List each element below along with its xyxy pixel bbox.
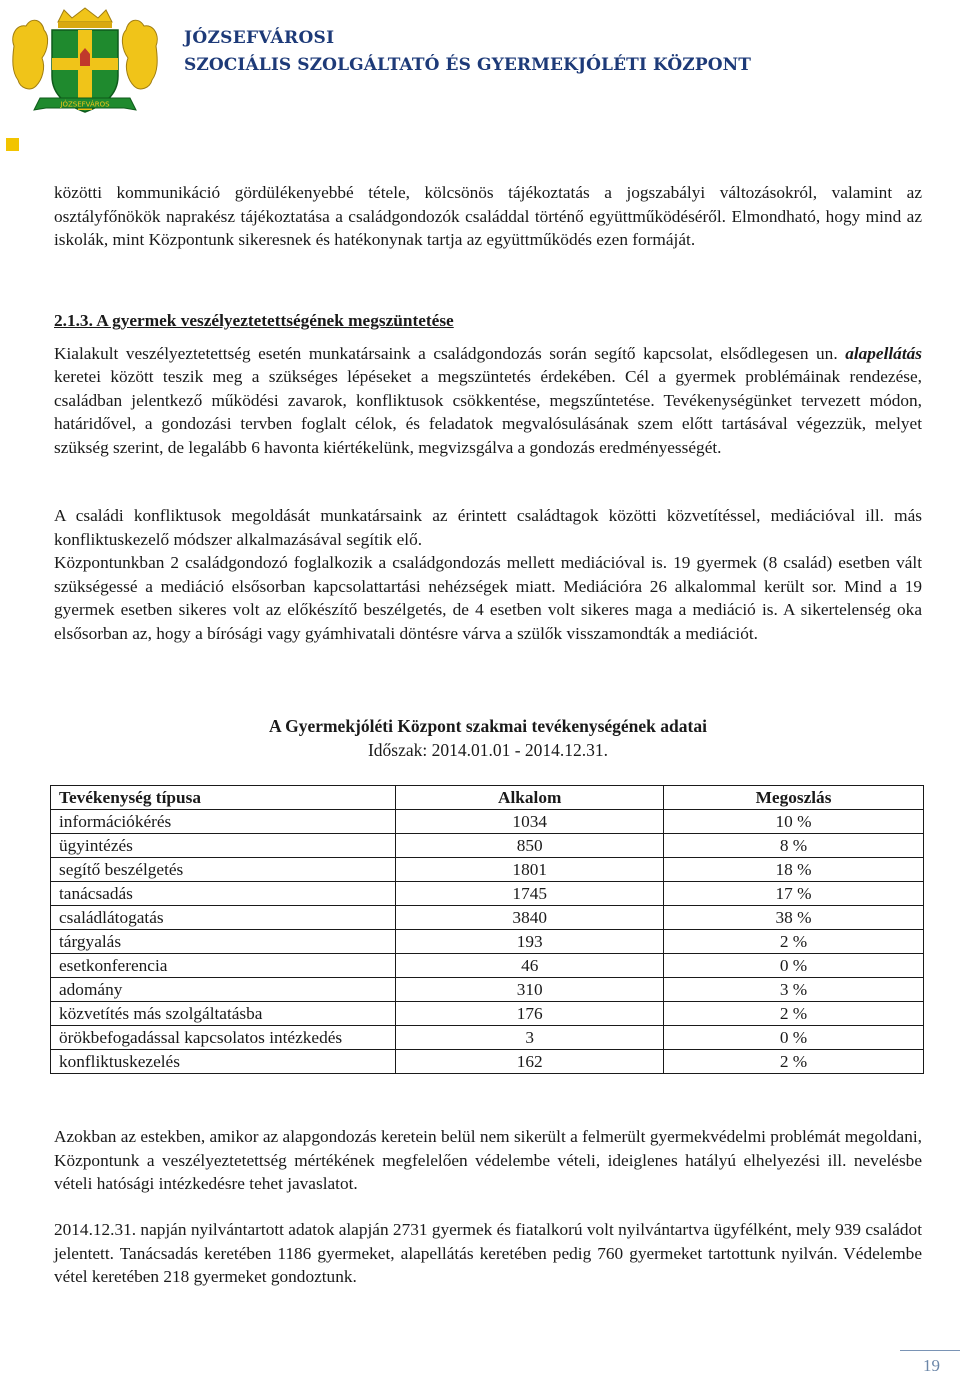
page-header [0, 0, 960, 140]
emphasis-alapellatas: alapellátás [845, 343, 922, 363]
cell-count: 1745 [396, 882, 664, 906]
cell-count: 46 [396, 954, 664, 978]
section-endangerment [54, 309, 922, 459]
cell-share: 18 % [664, 858, 924, 882]
cell-activity: tanácsadás [51, 882, 396, 906]
paragraph-text: keretei között teszik meg a szükséges lépéseket a megszüntetés érdekében. Cél a gyermek problémáinak rendezése, családban jelentkező működési zavarok, konfliktusok csökkentése, megszűntetése. Tevékenységünket tervezett módon, határidővel, a gondozási tervben foglalt célok, és feladatok megvalósulásának szem előtt tartásával végezzük, melyet szükség szerint, de legalább 6 havonta kiértékelünk, megvizsgálva a gondozás eredményességét. [54, 367, 922, 457]
paragraph-official-measures [54, 1125, 922, 1196]
table-row [51, 1026, 924, 1050]
table-row [51, 1002, 924, 1026]
table-row [51, 930, 924, 954]
cell-share: 17 % [664, 882, 924, 906]
table-header-row [51, 786, 924, 810]
cell-count: 1801 [396, 858, 664, 882]
accent-square [6, 138, 19, 151]
footer-rule [900, 1350, 960, 1351]
table-row [51, 906, 924, 930]
cell-activity: adomány [51, 978, 396, 1002]
crest-ribbon-text: JÓZSEFVÁROS [60, 100, 110, 109]
organization-name-line2: SZOCIÁLIS SZOLGÁLTATÓ ÉS GYERMEKJÓLÉTI KÖZPONT [184, 55, 751, 75]
table-title: A Gyermekjóléti Központ szakmai tevékenységének adatai [269, 716, 707, 736]
paragraph-mediation-stats: Központunkban 2 családgondozó foglalkozik a családgondozás mellett mediációval is. 19 gyermek (8 család) esetben vált szükségessé a mediáció elsősorban kapcsolattartási nehézségek miatt. Mediációra 26 alkalommal került sor. Mind a 19 gyermek esetben sikeres volt az előkészítő beszélgetés, de 4 esetben volt sikeres maga a mediáció is. A sikertelenség oka elsősorban az, hogy a bírósági vagy gyámhivatali döntésre várva a szülők visszamondták a mediációt. [54, 553, 922, 643]
table-row [51, 978, 924, 1002]
column-header-count: Alkalom [396, 786, 664, 810]
paragraph-text: Kialakult veszélyeztetettség esetén munkatársaink a családgondozás során segítő kapcsolat, elsődlegesen un. [54, 343, 846, 363]
table-period: Időszak: 2014.01.01 - 2014.12.31. [367, 740, 609, 760]
column-header-share: Megoszlás [664, 786, 924, 810]
cell-count: 193 [396, 930, 664, 954]
paragraph-endangerment [54, 342, 922, 460]
cell-count: 1034 [396, 810, 664, 834]
cell-count: 3840 [396, 906, 664, 930]
cell-count: 310 [396, 978, 664, 1002]
cell-activity: esetkonferencia [51, 954, 396, 978]
table-row [51, 810, 924, 834]
cell-activity: konfliktuskezelés [51, 1050, 396, 1074]
section-mediation [54, 504, 922, 645]
organization-name-line1: JÓZSEFVÁROSI [184, 28, 335, 48]
cell-activity: tárgyalás [51, 930, 396, 954]
cell-activity: segítő beszélgetés [51, 858, 396, 882]
cell-share: 0 % [664, 954, 924, 978]
cell-share: 8 % [664, 834, 924, 858]
table-row [51, 834, 924, 858]
cell-share: 0 % [664, 1026, 924, 1050]
cell-share: 2 % [664, 930, 924, 954]
cell-count: 162 [396, 1050, 664, 1074]
cell-count: 3 [396, 1026, 664, 1050]
cell-activity: családlátogatás [51, 906, 396, 930]
cell-activity: közvetítés más szolgáltatásba [51, 1002, 396, 1026]
cell-share: 38 % [664, 906, 924, 930]
paragraph-registry-stats [54, 1218, 922, 1289]
table-row [51, 1050, 924, 1074]
page-number: 19 [923, 1356, 940, 1375]
cell-share: 2 % [664, 1050, 924, 1074]
cell-share: 10 % [664, 810, 924, 834]
paragraph-text: 2014.12.31. napján nyilvántartott adatok alapján 2731 gyermek és fiatalkorú volt nyilvántartva ügyfélként, mely 939 családot jelentett. Tanácsadás keretében 1186 gyermeket, alapellátás keretében pedig 760 gyermeket tartottunk nyilván. Védelembe vétel keretében 218 gyermeket gondoztunk. [54, 1220, 922, 1286]
paragraph-text: Azokban az estekben, amikor az alapgondozás keretein belül nem sikerült a felmerült gyermekvédelmi problémát megoldani, Központunk a veszélyeztetettség mértékének megfelelően védelembe vételi, ideiglenes hatályú elhelyezési ill. nevelésbe vételi hatósági intézkedésre tehet javaslatot. [54, 1127, 922, 1193]
column-header-activity-type: Tevékenység típusa [51, 786, 396, 810]
table-row [51, 858, 924, 882]
table-row [51, 954, 924, 978]
cell-share: 3 % [664, 978, 924, 1002]
cell-share: 2 % [664, 1002, 924, 1026]
cell-count: 850 [396, 834, 664, 858]
cell-activity: örökbefogadással kapcsolatos intézkedés [51, 1026, 396, 1050]
activity-table [50, 785, 924, 1074]
paragraph-family-conflicts: A családi konfliktusok megoldását munkatársaink az érintett családtagok közötti közvetítéssel, mediációval ill. más konfliktuskezelő módszer alkalmazásával segítik elő. [54, 506, 922, 549]
cell-activity: információkérés [51, 810, 396, 834]
paragraph-text: közötti kommunikáció gördülékenyebbé tétele, kölcsönös tájékoztatás a jogszabályi változásokról, valamint az osztályfőnökök naprakész tájékoztatása a családgondozók családdal történő együttműködéséről. Elmondható, hogy mind az iskolák, mint Központunk sikeresnek és hatékonynak tartja az együttműködés ezen formáját. [54, 183, 922, 249]
paragraph-school-cooperation [54, 181, 922, 252]
cell-activity: ügyintézés [51, 834, 396, 858]
coat-of-arms-logo [6, 6, 164, 122]
section-heading: 2.1.3. A gyermek veszélyeztetettségének megszüntetése [54, 311, 454, 330]
cell-count: 176 [396, 1002, 664, 1026]
table-row [51, 882, 924, 906]
